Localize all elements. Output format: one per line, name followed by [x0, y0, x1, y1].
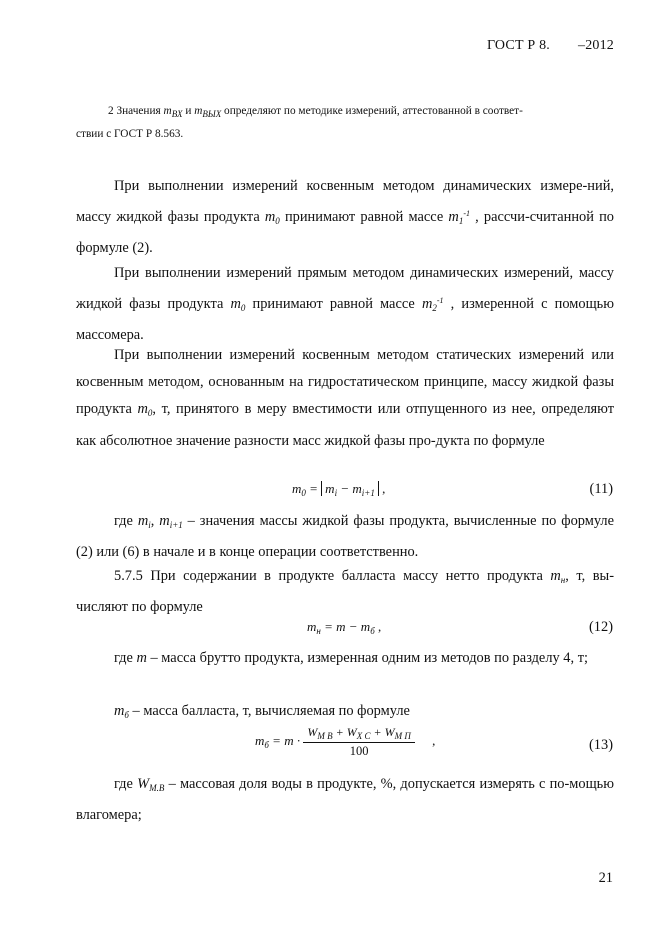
equation-number-11: (11) — [589, 481, 613, 497]
standard-year: –2012 — [578, 38, 614, 53]
fraction-denominator: 100 — [349, 744, 369, 758]
paragraph-6: где m – масса брутто продукта, измеренная одним из методов по разделу 4, т; — [114, 650, 588, 666]
absolute-value: $m_i - m_{i+1}$ — [321, 481, 379, 496]
paragraph-1: При выполнении измерений косвенным методом динамических измере-ний, массу жидкой фазы продукта $m_0$ принимают равной массе $m_1^{-1}$ , рассчи-считанной по формуле (2). — [76, 178, 614, 257]
standard-code: ГОСТ Р 8. — [486, 38, 550, 53]
paragraph-5: 5.7.5 При содержании в продукте балласта массу нетто продукта $m_н$, т, вы-числяют по формуле — [76, 568, 614, 616]
paragraph-7: $m_б$ – масса балласта, т, вычисляемая по формуле — [114, 703, 410, 720]
equation-13: $m_б = m$ · $\frac{W_{М В} + W_{Х С} + W_{М П}}{100}$ , — [255, 725, 436, 758]
paragraph-4: где $m_i$, $m_{i+1}$ – значения массы жидкой фазы продукта, вычисленные по формуле (2) или (6) в начале и в конце операции соответственно. — [76, 513, 615, 561]
equation-12: $m_н = m - m_б$ , — [307, 619, 382, 636]
page-header — [487, 38, 614, 54]
equation-number-13: (13) — [589, 737, 613, 753]
fraction-numerator: $W_{М В} + W_{Х С} + W_{М П}$ — [303, 725, 414, 743]
paragraph-2: При выполнении измерений прямым методом динамических измерений, массу жидкой фазы продукта $m_0$ принимают равной массе $m_2^{-1}$ , измеренной с помощью массомера. — [76, 265, 614, 344]
paragraph-8: где $W_{М.В}$ – массовая доля воды в продукте, %, допускается измерять с по-мощью влагомера; — [76, 776, 614, 824]
fraction — [303, 725, 414, 759]
page-number: 21 — [598, 870, 613, 886]
equation-11: $m_0 = m_i - m_{i+1}$ , — [292, 481, 386, 498]
equation-number-12: (12) — [589, 619, 613, 635]
note-block: 2 Значения $m_{ВХ}$ и $m_{ВЫХ}$ определяют по методике измерений, аттестованной в соответ- ствии с ГОСТ Р 8.563. — [76, 105, 523, 140]
paragraph-3: При выполнении измерений косвенным методом статических измерений или косвенным методом, основанным на гидростатическом принципе, массу жидкой фазы продукта $m_0$, т, принятого в меру вместимости или отпущенного из нее, определяют как абсолютное значение разности масс жидкой фазы про-дукта по формуле — [76, 347, 614, 449]
